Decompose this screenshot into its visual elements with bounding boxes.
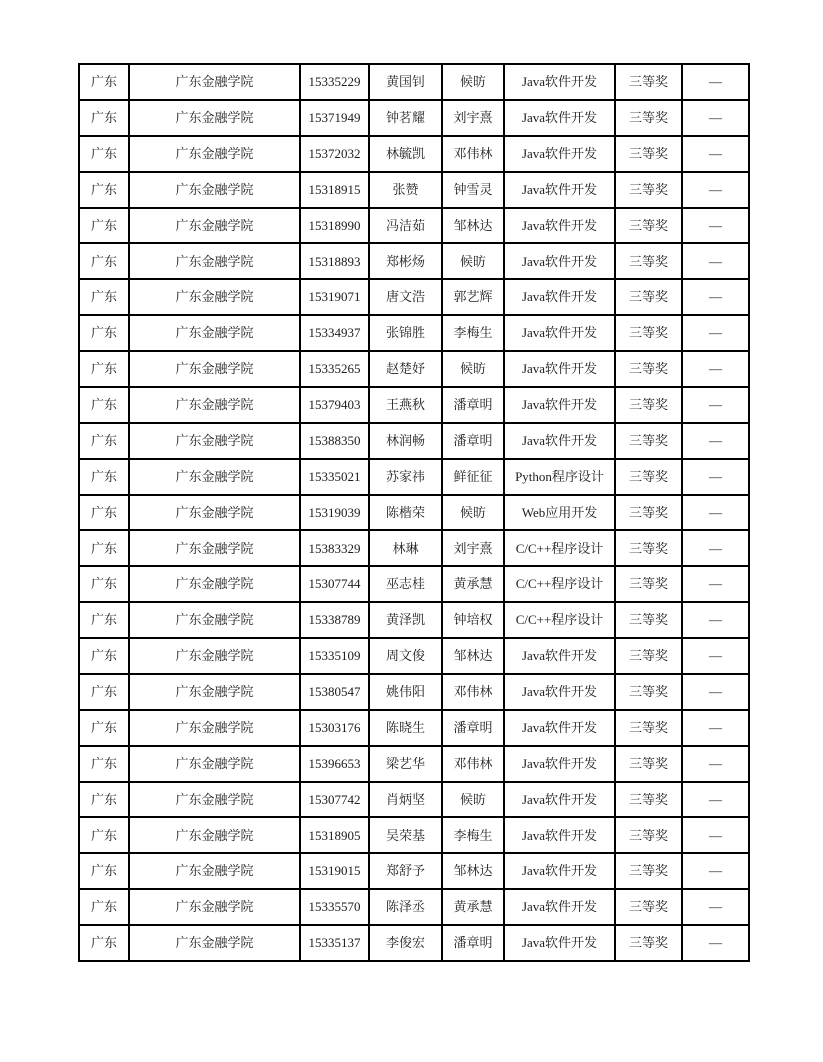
cell-event: Web应用开发	[504, 495, 615, 531]
cell-student-id: 15388350	[300, 423, 369, 459]
cell-name: 唐文浩	[369, 279, 442, 315]
cell-award: 三等奖	[615, 817, 682, 853]
cell-advisor: 李梅生	[442, 315, 504, 351]
table-row	[79, 64, 749, 100]
cell-province: 广东	[79, 172, 129, 208]
table-row	[79, 495, 749, 531]
cell-advisor: 候昉	[442, 64, 504, 100]
cell-province: 广东	[79, 423, 129, 459]
cell-note: —	[682, 208, 749, 244]
cell-school: 广东金融学院	[129, 495, 300, 531]
cell-province: 广东	[79, 136, 129, 172]
table-row	[79, 208, 749, 244]
cell-student-id: 15379403	[300, 387, 369, 423]
cell-event: Java软件开发	[504, 853, 615, 889]
cell-name: 林琳	[369, 530, 442, 566]
cell-note: —	[682, 459, 749, 495]
table-row	[79, 889, 749, 925]
cell-student-id: 15307744	[300, 566, 369, 602]
table-row	[79, 853, 749, 889]
cell-advisor: 候昉	[442, 782, 504, 818]
cell-student-id: 15318893	[300, 243, 369, 279]
cell-province: 广东	[79, 208, 129, 244]
cell-student-id: 15318990	[300, 208, 369, 244]
cell-province: 广东	[79, 64, 129, 100]
cell-province: 广东	[79, 566, 129, 602]
cell-event: Java软件开发	[504, 243, 615, 279]
cell-student-id: 15335109	[300, 638, 369, 674]
cell-school: 广东金融学院	[129, 817, 300, 853]
table-row	[79, 925, 749, 961]
cell-award: 三等奖	[615, 925, 682, 961]
cell-name: 周文俊	[369, 638, 442, 674]
cell-school: 广东金融学院	[129, 387, 300, 423]
cell-school: 广东金融学院	[129, 423, 300, 459]
cell-note: —	[682, 172, 749, 208]
cell-note: —	[682, 387, 749, 423]
cell-award: 三等奖	[615, 459, 682, 495]
cell-award: 三等奖	[615, 64, 682, 100]
cell-province: 广东	[79, 817, 129, 853]
cell-name: 吴荣基	[369, 817, 442, 853]
awards-table	[78, 63, 750, 962]
cell-province: 广东	[79, 853, 129, 889]
cell-student-id: 15334937	[300, 315, 369, 351]
cell-award: 三等奖	[615, 674, 682, 710]
cell-school: 广东金融学院	[129, 889, 300, 925]
cell-award: 三等奖	[615, 495, 682, 531]
cell-advisor: 郭艺辉	[442, 279, 504, 315]
cell-student-id: 15319015	[300, 853, 369, 889]
cell-province: 广东	[79, 243, 129, 279]
cell-event: Java软件开发	[504, 100, 615, 136]
cell-student-id: 15335137	[300, 925, 369, 961]
cell-event: Java软件开发	[504, 674, 615, 710]
cell-name: 梁艺华	[369, 746, 442, 782]
cell-note: —	[682, 100, 749, 136]
cell-note: —	[682, 602, 749, 638]
cell-award: 三等奖	[615, 530, 682, 566]
cell-student-id: 15371949	[300, 100, 369, 136]
table-row	[79, 243, 749, 279]
cell-event: Java软件开发	[504, 315, 615, 351]
table-row	[79, 279, 749, 315]
cell-advisor: 黄承慧	[442, 566, 504, 602]
table-row	[79, 387, 749, 423]
table-row	[79, 100, 749, 136]
cell-school: 广东金融学院	[129, 136, 300, 172]
cell-award: 三等奖	[615, 782, 682, 818]
cell-event: Java软件开发	[504, 746, 615, 782]
cell-province: 广东	[79, 530, 129, 566]
cell-school: 广东金融学院	[129, 279, 300, 315]
cell-event: Java软件开发	[504, 889, 615, 925]
cell-award: 三等奖	[615, 423, 682, 459]
cell-name: 张赞	[369, 172, 442, 208]
table-row	[79, 351, 749, 387]
cell-student-id: 15335570	[300, 889, 369, 925]
cell-student-id: 15335021	[300, 459, 369, 495]
awards-table-body	[79, 64, 749, 961]
cell-event: Java软件开发	[504, 208, 615, 244]
cell-note: —	[682, 889, 749, 925]
cell-school: 广东金融学院	[129, 782, 300, 818]
cell-school: 广东金融学院	[129, 530, 300, 566]
cell-note: —	[682, 495, 749, 531]
cell-student-id: 15318905	[300, 817, 369, 853]
cell-note: —	[682, 243, 749, 279]
cell-event: C/C++程序设计	[504, 602, 615, 638]
cell-student-id: 15303176	[300, 710, 369, 746]
cell-school: 广东金融学院	[129, 351, 300, 387]
cell-advisor: 邓伟林	[442, 674, 504, 710]
cell-award: 三等奖	[615, 602, 682, 638]
cell-award: 三等奖	[615, 100, 682, 136]
cell-award: 三等奖	[615, 853, 682, 889]
cell-student-id: 15396653	[300, 746, 369, 782]
cell-advisor: 邓伟林	[442, 136, 504, 172]
cell-event: Python程序设计	[504, 459, 615, 495]
cell-school: 广东金融学院	[129, 100, 300, 136]
cell-note: —	[682, 638, 749, 674]
cell-province: 广东	[79, 674, 129, 710]
cell-note: —	[682, 817, 749, 853]
cell-event: Java软件开发	[504, 710, 615, 746]
cell-name: 苏家祎	[369, 459, 442, 495]
cell-name: 黄泽凯	[369, 602, 442, 638]
cell-advisor: 候昉	[442, 495, 504, 531]
cell-province: 广东	[79, 279, 129, 315]
cell-name: 钟茗耀	[369, 100, 442, 136]
table-row	[79, 530, 749, 566]
cell-name: 黄国钊	[369, 64, 442, 100]
cell-advisor: 潘章明	[442, 423, 504, 459]
cell-school: 广东金融学院	[129, 746, 300, 782]
cell-school: 广东金融学院	[129, 674, 300, 710]
cell-province: 广东	[79, 925, 129, 961]
cell-award: 三等奖	[615, 351, 682, 387]
table-row	[79, 423, 749, 459]
cell-province: 广东	[79, 602, 129, 638]
cell-award: 三等奖	[615, 746, 682, 782]
table-row	[79, 172, 749, 208]
cell-advisor: 潘章明	[442, 925, 504, 961]
cell-note: —	[682, 853, 749, 889]
cell-event: C/C++程序设计	[504, 530, 615, 566]
cell-event: Java软件开发	[504, 387, 615, 423]
cell-advisor: 黄承慧	[442, 889, 504, 925]
cell-event: Java软件开发	[504, 136, 615, 172]
cell-school: 广东金融学院	[129, 243, 300, 279]
cell-advisor: 邹林达	[442, 208, 504, 244]
cell-note: —	[682, 136, 749, 172]
cell-note: —	[682, 64, 749, 100]
cell-name: 巫志桂	[369, 566, 442, 602]
cell-event: Java软件开发	[504, 279, 615, 315]
cell-award: 三等奖	[615, 889, 682, 925]
cell-advisor: 刘宇熹	[442, 530, 504, 566]
cell-name: 陈晓生	[369, 710, 442, 746]
cell-name: 林毓凯	[369, 136, 442, 172]
cell-event: Java软件开发	[504, 638, 615, 674]
cell-advisor: 邓伟林	[442, 746, 504, 782]
cell-province: 广东	[79, 889, 129, 925]
cell-province: 广东	[79, 100, 129, 136]
cell-note: —	[682, 566, 749, 602]
cell-student-id: 15338789	[300, 602, 369, 638]
cell-school: 广东金融学院	[129, 853, 300, 889]
cell-award: 三等奖	[615, 566, 682, 602]
cell-event: Java软件开发	[504, 817, 615, 853]
cell-student-id: 15380547	[300, 674, 369, 710]
cell-student-id: 15318915	[300, 172, 369, 208]
cell-note: —	[682, 530, 749, 566]
cell-award: 三等奖	[615, 279, 682, 315]
cell-note: —	[682, 710, 749, 746]
cell-name: 林润畅	[369, 423, 442, 459]
cell-advisor: 潘章明	[442, 710, 504, 746]
cell-award: 三等奖	[615, 172, 682, 208]
cell-advisor: 李梅生	[442, 817, 504, 853]
cell-award: 三等奖	[615, 387, 682, 423]
cell-name: 郑彬炀	[369, 243, 442, 279]
cell-school: 广东金融学院	[129, 710, 300, 746]
cell-province: 广东	[79, 495, 129, 531]
cell-award: 三等奖	[615, 638, 682, 674]
table-row	[79, 315, 749, 351]
cell-name: 王燕秋	[369, 387, 442, 423]
cell-advisor: 钟雪灵	[442, 172, 504, 208]
cell-name: 冯洁茹	[369, 208, 442, 244]
cell-event: Java软件开发	[504, 782, 615, 818]
cell-school: 广东金融学院	[129, 208, 300, 244]
cell-award: 三等奖	[615, 136, 682, 172]
cell-note: —	[682, 279, 749, 315]
cell-advisor: 邹林达	[442, 638, 504, 674]
cell-school: 广东金融学院	[129, 602, 300, 638]
cell-name: 陈楷荣	[369, 495, 442, 531]
cell-name: 张锦胜	[369, 315, 442, 351]
cell-event: Java软件开发	[504, 423, 615, 459]
table-row	[79, 817, 749, 853]
cell-advisor: 刘宇熹	[442, 100, 504, 136]
cell-student-id: 15372032	[300, 136, 369, 172]
cell-advisor: 候昉	[442, 243, 504, 279]
cell-note: —	[682, 351, 749, 387]
cell-note: —	[682, 782, 749, 818]
cell-school: 广东金融学院	[129, 566, 300, 602]
cell-province: 广东	[79, 710, 129, 746]
cell-name: 肖炳坚	[369, 782, 442, 818]
cell-name: 郑舒予	[369, 853, 442, 889]
cell-school: 广东金融学院	[129, 638, 300, 674]
cell-province: 广东	[79, 782, 129, 818]
table-row	[79, 674, 749, 710]
cell-event: Java软件开发	[504, 172, 615, 208]
table-row	[79, 136, 749, 172]
cell-province: 广东	[79, 387, 129, 423]
table-row	[79, 602, 749, 638]
cell-note: —	[682, 925, 749, 961]
cell-province: 广东	[79, 459, 129, 495]
cell-name: 姚伟阳	[369, 674, 442, 710]
cell-student-id: 15335229	[300, 64, 369, 100]
cell-award: 三等奖	[615, 243, 682, 279]
cell-event: C/C++程序设计	[504, 566, 615, 602]
table-row	[79, 710, 749, 746]
cell-school: 广东金融学院	[129, 172, 300, 208]
cell-note: —	[682, 315, 749, 351]
cell-note: —	[682, 746, 749, 782]
cell-advisor: 候昉	[442, 351, 504, 387]
cell-province: 广东	[79, 638, 129, 674]
cell-school: 广东金融学院	[129, 459, 300, 495]
cell-award: 三等奖	[615, 315, 682, 351]
table-row	[79, 746, 749, 782]
cell-name: 李俊宏	[369, 925, 442, 961]
cell-student-id: 15319071	[300, 279, 369, 315]
cell-student-id: 15335265	[300, 351, 369, 387]
cell-event: Java软件开发	[504, 351, 615, 387]
cell-school: 广东金融学院	[129, 64, 300, 100]
cell-award: 三等奖	[615, 208, 682, 244]
cell-student-id: 15307742	[300, 782, 369, 818]
cell-student-id: 15383329	[300, 530, 369, 566]
cell-note: —	[682, 423, 749, 459]
table-row	[79, 459, 749, 495]
cell-province: 广东	[79, 315, 129, 351]
cell-note: —	[682, 674, 749, 710]
cell-award: 三等奖	[615, 710, 682, 746]
cell-name: 陈泽丞	[369, 889, 442, 925]
cell-event: Java软件开发	[504, 925, 615, 961]
table-row	[79, 566, 749, 602]
table-row	[79, 782, 749, 818]
cell-school: 广东金融学院	[129, 315, 300, 351]
cell-province: 广东	[79, 351, 129, 387]
cell-name: 赵楚妤	[369, 351, 442, 387]
cell-student-id: 15319039	[300, 495, 369, 531]
cell-advisor: 鲜征征	[442, 459, 504, 495]
cell-advisor: 潘章明	[442, 387, 504, 423]
cell-advisor: 钟培权	[442, 602, 504, 638]
table-row	[79, 638, 749, 674]
cell-school: 广东金融学院	[129, 925, 300, 961]
cell-event: Java软件开发	[504, 64, 615, 100]
cell-advisor: 邹林达	[442, 853, 504, 889]
cell-province: 广东	[79, 746, 129, 782]
